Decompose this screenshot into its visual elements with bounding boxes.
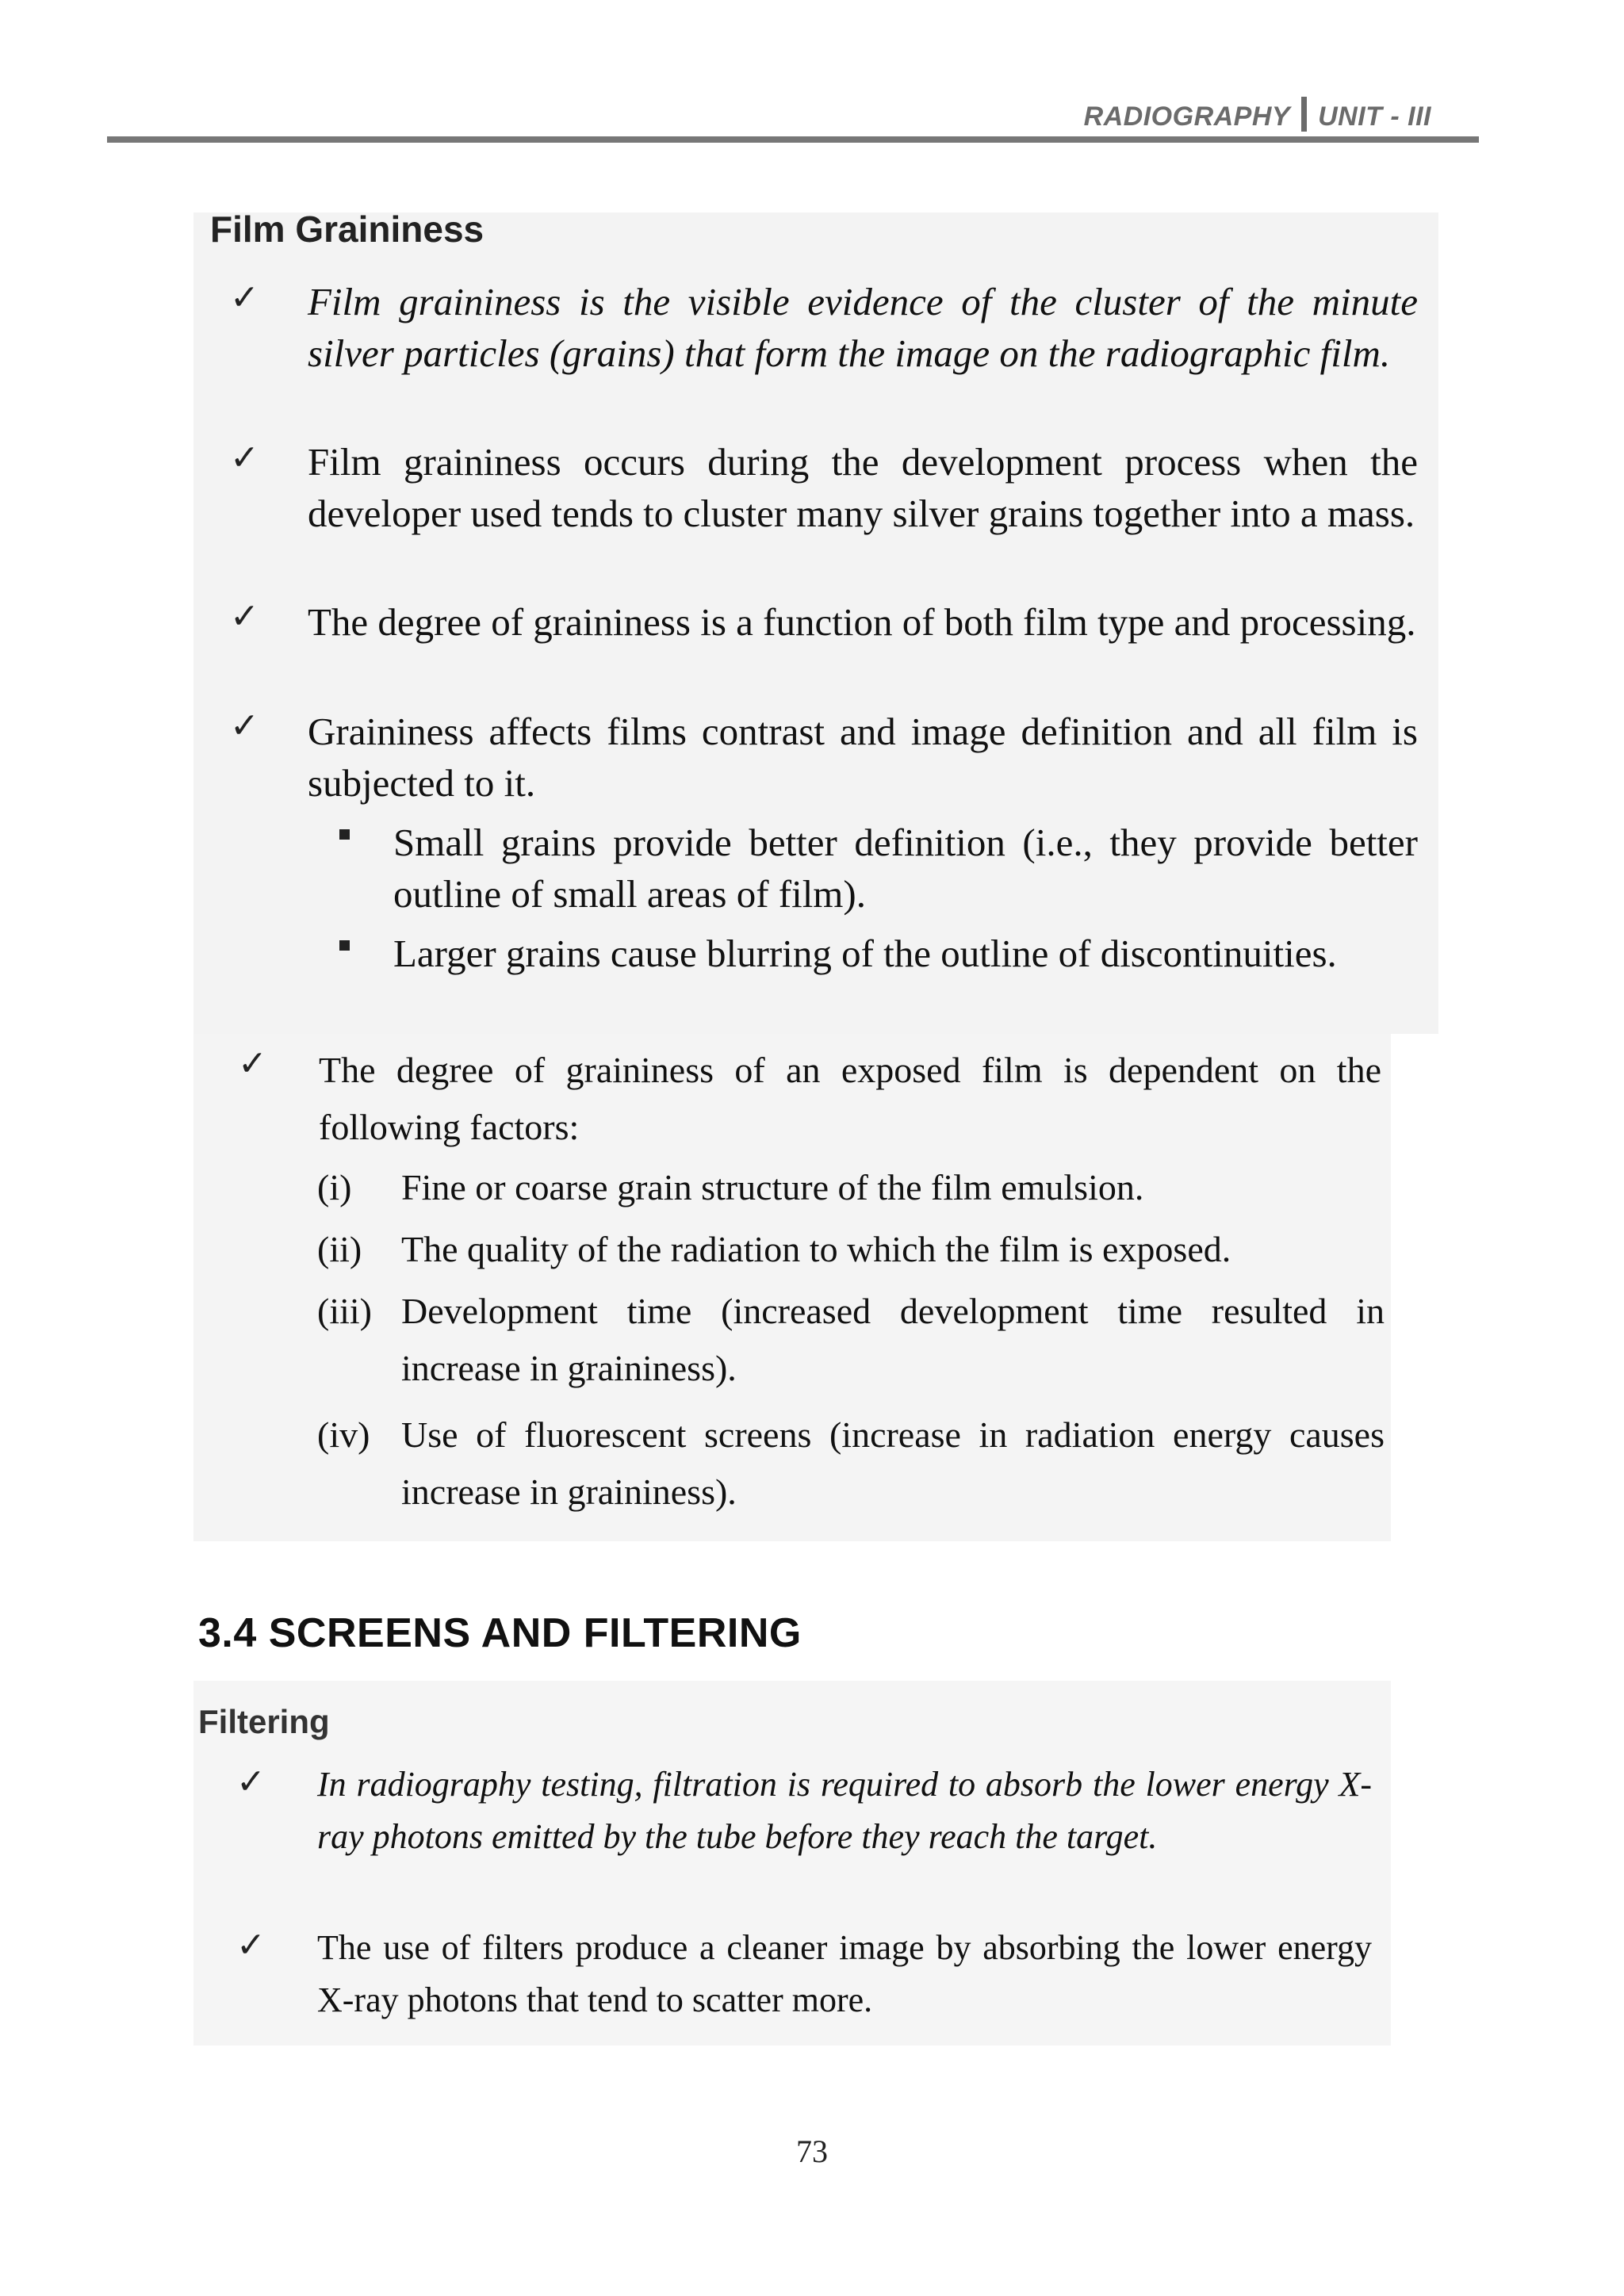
factor-label-1: (i) (317, 1167, 352, 1207)
check-icon: ✓ (238, 1044, 267, 1083)
graininess-bullet-2: Film graininess occurs during the development process when the developer used tends to cluster many silver grains together into a mass. (308, 440, 1418, 535)
graininess-bullet-3: The degree of graininess is a function of both film type and processing. (308, 600, 1416, 644)
check-icon: ✓ (230, 438, 259, 477)
header-unit: UNIT - III (1318, 101, 1431, 132)
factor-text-3: Development time (increased development time resulted in increase in graininess). (401, 1291, 1385, 1388)
filtering-bullet-2: The use of filters produce a cleaner image by absorbing the lower energy X-ray photons that tend to scatter more. (317, 1928, 1372, 2019)
filtering-bullet-1: In radiography testing, filtration is required to absorb the lower energy X-ray photons emitted by the tube before they reach the target. (317, 1765, 1372, 1856)
graininess-bullet-4: Graininess affects films contrast and image definition and all film is subjected to it. (308, 710, 1418, 805)
factor-label-3: (iii) (317, 1291, 372, 1331)
factor-text-2: The quality of the radiation to which the film is exposed. (401, 1229, 1231, 1269)
filtering-heading: Filtering (198, 1703, 330, 1740)
page-number: 73 (796, 2133, 828, 2169)
factor-text-4: Use of fluorescent screens (increase in radiation energy causes increase in graininess). (401, 1414, 1385, 1512)
page-header (107, 97, 1479, 144)
header-rule (107, 136, 1479, 143)
square-bullet-icon (339, 829, 350, 840)
header-subject: RADIOGRAPHY (1083, 101, 1291, 132)
check-icon: ✓ (230, 706, 259, 745)
section-heading: 3.4 SCREENS AND FILTERING (198, 1610, 802, 1656)
header-separator (1301, 97, 1307, 132)
check-icon: ✓ (230, 597, 259, 636)
check-icon: ✓ (236, 1762, 266, 1801)
square-bullet-icon (339, 940, 350, 951)
running-header (1084, 97, 1431, 132)
factors-intro: The degree of graininess of an exposed film is dependent on the following factors: (319, 1050, 1381, 1147)
graininess-sub-bullet-1: Small grains provide better definition (i.e., they provide better outline of small areas of film). (393, 821, 1418, 916)
graininess-sub-bullet-2: Larger grains cause blurring of the outline of discontinuities. (393, 932, 1337, 975)
check-icon: ✓ (230, 278, 259, 317)
factor-label-2: (ii) (317, 1229, 362, 1269)
graininess-bullet-1: Film graininess is the visible evidence of the cluster of the minute silver particles (grains) that form the image on the radiographic film. (308, 280, 1418, 375)
check-icon: ✓ (236, 1926, 266, 1965)
film-graininess-heading: Film Graininess (210, 209, 485, 250)
factor-label-4: (iv) (317, 1414, 370, 1455)
factor-text-1: Fine or coarse grain structure of the film emulsion. (401, 1167, 1144, 1207)
